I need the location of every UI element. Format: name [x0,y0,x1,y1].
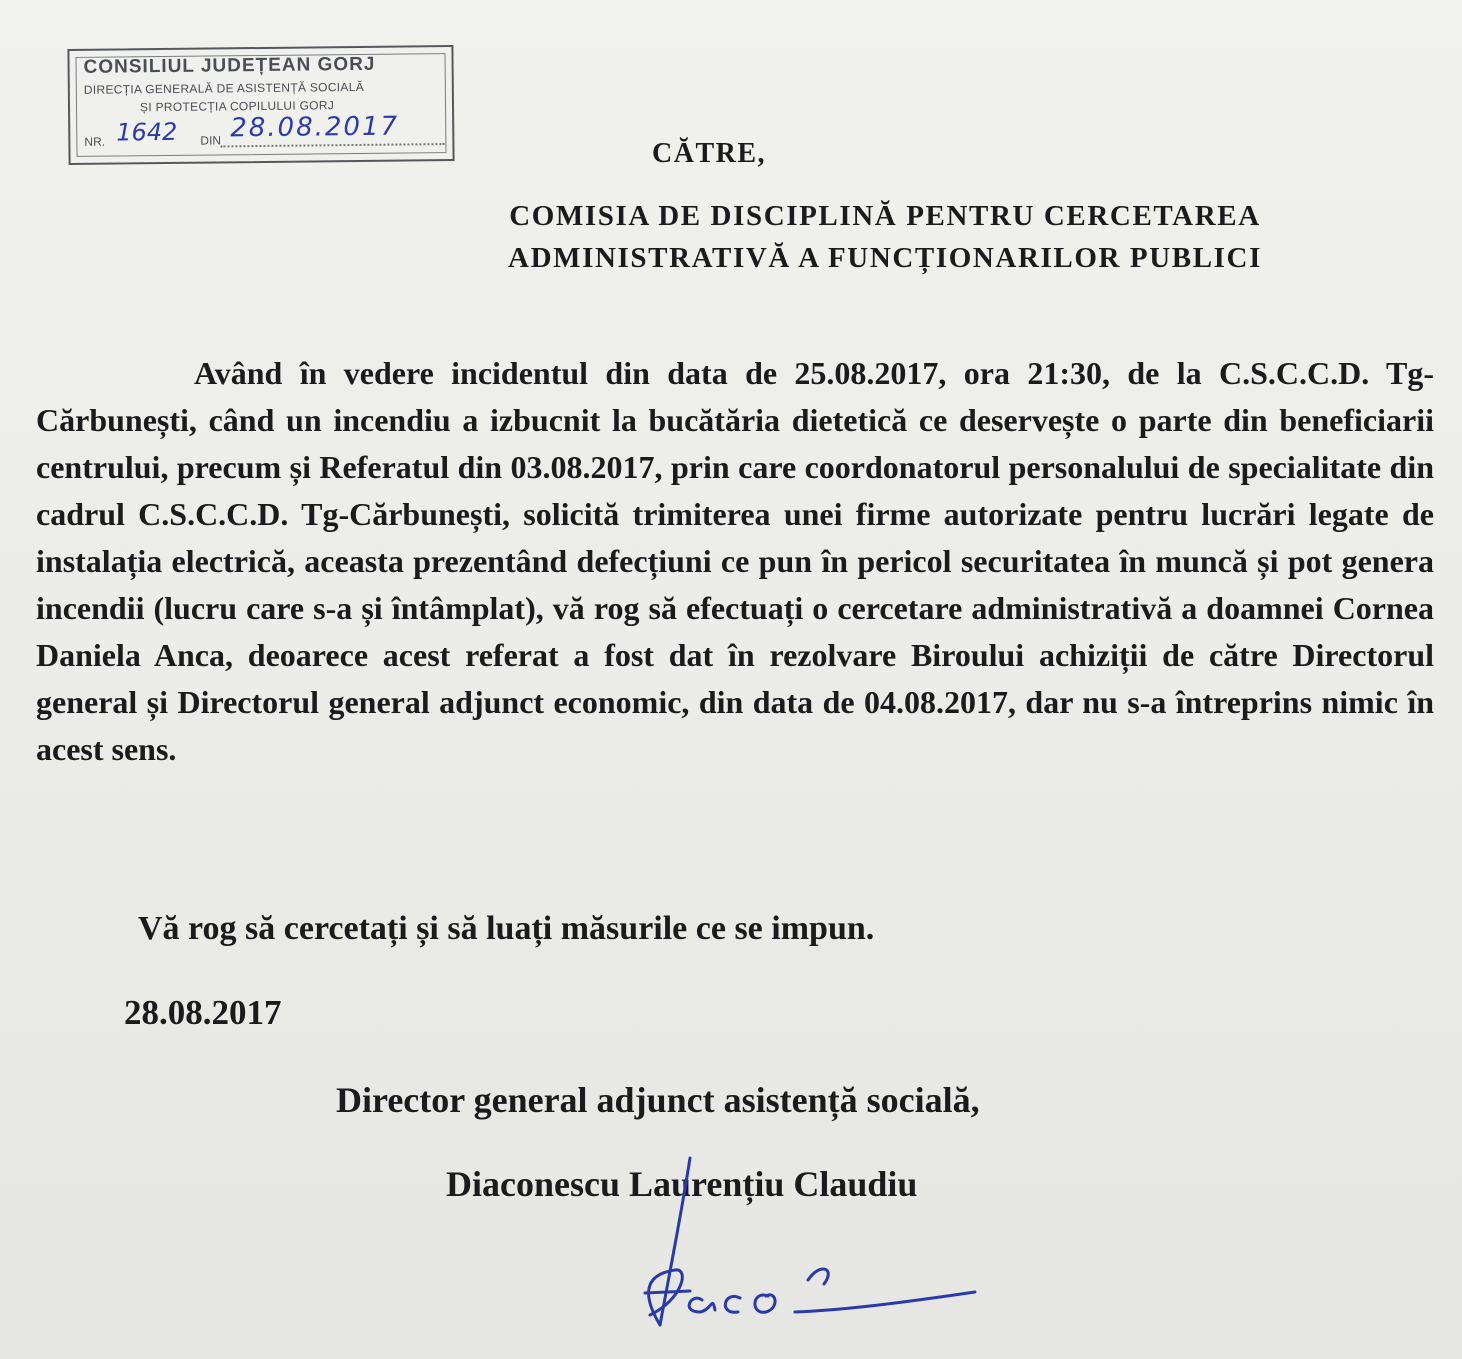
stamp-nr-label: NR. [84,134,106,149]
signatory-role: Director general adjunct asistență socială, [336,1080,980,1120]
document-date: 28.08.2017 [124,993,282,1032]
body-paragraph: Având în vedere incidentul din data de 25.08.2017, ora 21:30, de la C.S.C.C.D. Tg-Cărbunești, când un incendiu a izbucnit la bucătăria dietetică ce deservește o parte din beneficiarii centrului, precum și Referatul din 03.08.2017, prin care coordonatorul personalului de specialitate din cadrul C.S.C.C.D. Tg-Cărbunești, solicită trimiterea unei firme autorizate pentru lucrări legate de instalația electrică, aceasta prezentând defecțiuni ce pun în pericol securitatea în muncă și pot genera incendii (lucru care s-a și întâmplat), vă rog să efectuați o cercetare administrativă a doamnei Cornea Daniela Anca, deoarece acest referat a fost dat în rezolvare Biroului achiziții de către Directorul general și Directorul general adjunct economic, din data de 04.08.2017, dar nu s-a întreprins nimic în acest sens. [36,355,1434,767]
request-sentence: Vă rog să cercetați și să luați măsurile ce se impun. [138,910,875,947]
stamp-institution: CONSILIUL JUDEȚEAN GORJ [83,53,376,78]
recipient-commission [430,195,1340,279]
stamp-registration-number: 1642 [116,117,178,147]
recipient-salutation: CĂTRE, [652,138,767,169]
recipient-line-2: ADMINISTRATIVĂ A FUNCȚIONARILOR PUBLICI [508,242,1262,274]
recipient-line-1: COMISIA DE DISCIPLINĂ PENTRU CERCETAREA [509,200,1261,232]
signatory-name: Diaconescu Laurențiu Claudiu [446,1164,918,1204]
stamp-din-label: DIN [200,133,222,148]
stamp-registration-date: 28.08.2017 [230,111,400,144]
stamp-child-protection: ȘI PROTECȚIA COPILULUI GORJ [139,98,335,115]
registration-stamp [67,45,454,165]
stamp-directorate: DIRECȚIA GENERALĂ DE ASISTENȚĂ SOCIALĂ [83,79,365,97]
handwritten-signature [620,1150,1000,1350]
